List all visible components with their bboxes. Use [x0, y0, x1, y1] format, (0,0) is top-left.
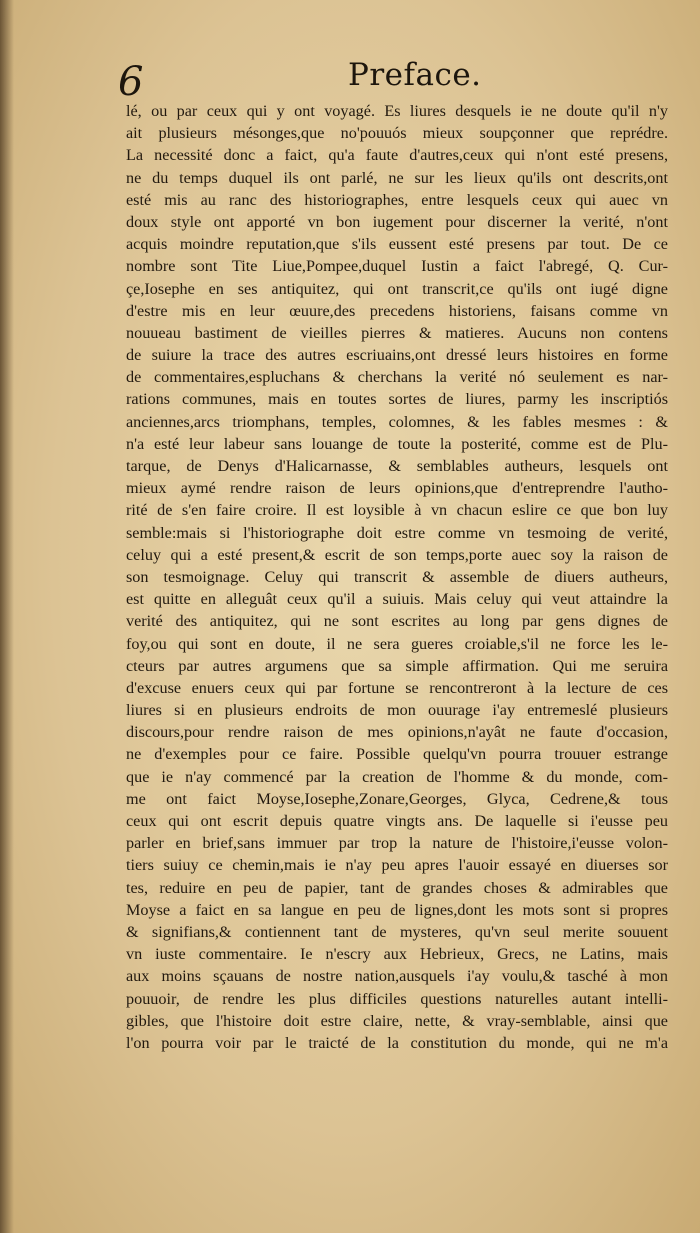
page-gutter-shadow [0, 0, 14, 1233]
text-line: que ie n'ay commencé par la creation de l'homme & du monde, com- [126, 767, 668, 786]
text-line: rité de s'en faire croire. Il est loysible à vn chacun eslire ce que bon luy [126, 501, 668, 520]
text-line: rations communes, mais en toutes sortes de liures, parmy les inscriptiós [126, 390, 668, 409]
text-line: acquis moindre reputation,que s'ils eussent esté presens par tout. De ce [126, 235, 668, 254]
text-line: d'excuse enuers ceux qui par fortune se rencontreront à la lecture de ces [126, 678, 668, 697]
text-line: discours,pour rendre raison de mes opinions,n'ayât ne faute d'occasion, [126, 723, 668, 742]
running-title: Preface. [348, 57, 482, 93]
text-line: lé, ou par ceux qui y ont voyagé. Es liures desquels ie ne doute qu'il n'y [126, 102, 668, 120]
text-line: tarque, de Denys d'Halicarnasse, & semblables autheurs, lesquels ont [126, 457, 668, 475]
text-line: celuy qui a esté present,& escrit de son temps,porte auec soy la raison de [126, 545, 668, 564]
text-line: foy,ou qui sont en doute, il ne sera gueres croiable,s'il ne force les le- [126, 634, 668, 653]
body-text [126, 100, 668, 1054]
text-line: de commentaires,espluchans & cherchans la verité nó seulement es nar- [126, 368, 668, 387]
text-line: ne du temps duquel ils ont parlé, ne sur les lieux qu'ils ont descrits,ont [126, 168, 668, 187]
text-line: son tesmoignage. Celuy qui transcrit & assemble de diuers autheurs, [126, 567, 668, 586]
text-line: cteurs par autres argumens que sa simple affirmation. Qui me seruira [126, 656, 668, 675]
text-line: La necessité donc a faict, qu'a faute d'autres,ceux qui n'ont esté presens, [126, 146, 668, 165]
text-line: ceux qui ont escrit depuis quatre vingts ans. De laquelle si i'eusse peu [126, 812, 668, 830]
text-line: Moyse a faict en sa langue en peu de lignes,dont les mots sont si propres [126, 900, 668, 919]
text-line: nombre sont Tite Liue,Pompee,duquel Iustin a faict l'abregé, Q. Cur- [126, 257, 668, 276]
text-line: mieux aymé rendre raison de leurs opinions,que d'entreprendre l'autho- [126, 479, 668, 498]
text-line: çe,Iosephe en ses antiquitez, qui ont transcrit,ce qu'ils ont iugé digne [126, 279, 668, 298]
text-line: n'a esté leur labeur sans louange de toute la posterité, comme est de Plu- [126, 434, 668, 453]
text-line: nouueau bastiment de vieilles pierres & matieres. Aucuns non contens [126, 323, 668, 342]
text-line: de suiure la trace des autres escriuains,ont dressé leurs histoires en forme [126, 346, 668, 365]
text-line: parler en brief,sans immuer par trop la nature de l'histoire,i'eusse volon- [126, 834, 668, 853]
text-line: vn iuste commentaire. Ie n'escry aux Hebrieux, Grecs, ne Latins, mais [126, 945, 668, 964]
text-line: semble:mais si l'historiographe doit estre comme vn tesmoing de verité, [126, 523, 668, 542]
text-line: esté mis au ranc des historiographes, entre lesquels ceux qui auec vn [126, 190, 668, 209]
text-line: tiers suiuy ce chemin,mais ie n'ay peu apres l'auoir essayé en diuerses sor [126, 856, 668, 875]
text-line: liures si en plusieurs endroits de mon ouurage i'ay entremeslé plusieurs [126, 701, 668, 720]
text-line: doux style ont apporté vn bon iugement pour discerner la verité, n'ont [126, 212, 668, 231]
text-line: aux moins sçauans de nostre nation,ausquels i'ay voulu,& tasché à mon [126, 967, 668, 986]
text-line: d'estre mis en leur œuure,des precedens historiens, faisans comme vn [126, 301, 668, 320]
text-line: l'on pourra voir par le traicté de la constitution du monde, qui ne m'a [126, 1033, 668, 1052]
page-number: 6 [118, 59, 144, 105]
text-line: ne d'exemples pour ce faire. Possible quelqu'vn pourra trouuer estrange [126, 745, 668, 764]
text-line: verité des antiquitez, qui ne sont escrites au long par gens dignes de [126, 612, 668, 631]
text-line: gibles, que l'histoire doit estre claire, nette, & vray-semblable, ainsi que [126, 1011, 668, 1030]
text-line: me ont faict Moyse,Iosephe,Zonare,Georges, Glyca, Cedrene,& tous [126, 789, 668, 808]
text-line: tes, reduire en peu de papier, tant de grandes choses & admirables que [126, 878, 668, 897]
text-line: & signifians,& contiennent tant de mysteres, qu'vn seul merite souuent [126, 922, 668, 941]
text-line: pouuoir, de rendre les plus difficiles questions naturelles autant intelli- [126, 989, 668, 1008]
text-line: est quitte en alleguât ceux qu'il a suiuis. Mais celuy qui veut attaindre la [126, 590, 668, 609]
text-line: ait plusieurs mésonges,que no'pouuós mieux soupçonner que reprédre. [126, 124, 668, 143]
text-line: anciennes,arcs triomphans, temples, colomnes, & les fables mesmes : & [126, 412, 668, 431]
